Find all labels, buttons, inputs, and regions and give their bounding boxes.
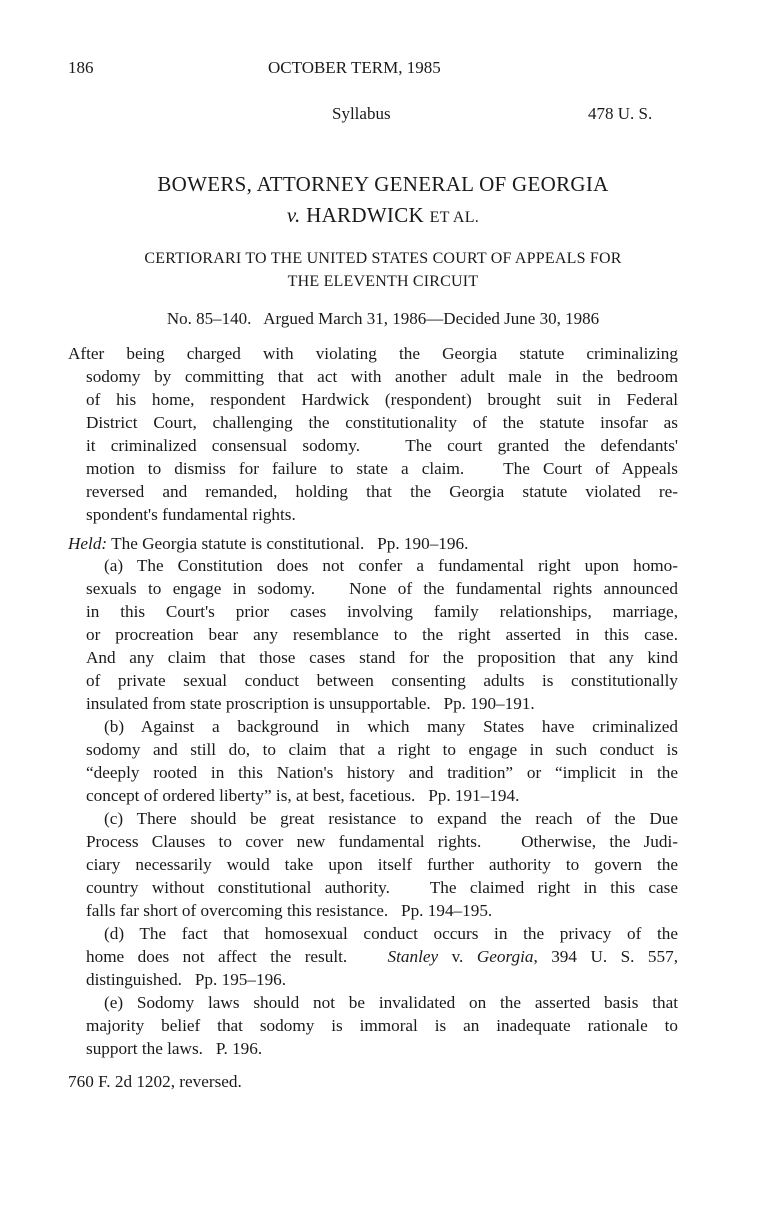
case-title-line1: BOWERS, ATTORNEY GENERAL OF GEORGIA [157,172,609,196]
holding-line: majority belief that sodomy is immoral is an inadequate rationale to [86,1016,678,1035]
holding-line: (d) The fact that homosexual conduct occurs in the privacy of the [104,924,678,943]
holding-line: ciary necessarily would take upon itself further authority to govern the [86,855,678,874]
et-al: ET AL. [429,209,480,226]
case-versus: v. [438,947,477,966]
holding-line: of private sexual conduct between consenting adults is constitutionally [86,671,678,690]
holding-line: sexuals to engage in sodomy. None of the fundamental rights announced [86,579,678,598]
running-head-volume: 478 U. S. [588,104,653,123]
holding-line: in this Court's prior cases involving family relationships, marriage, [86,602,678,621]
holding-line: or procreation bear any resemblance to the right asserted in this case. [86,625,678,644]
case-citation: , 394 U. S. 557, [533,947,678,966]
holding-line: (a) The Constitution does not confer a fundamental right upon homo- [104,556,678,575]
holding-line: support the laws. P. 196. [86,1039,263,1058]
holding-line: (b) Against a background in which many States have criminalized [104,717,678,736]
disposition: 760 F. 2d 1202, reversed. [68,1072,242,1091]
holding-line: sodomy and still do, to claim that a right to engage in such conduct is [86,740,678,759]
held-line [68,534,468,554]
held-text: The Georgia statute is constitutional. Pp. 190–196. [107,534,469,553]
holding-line: insulated from state proscription is unsupportable. Pp. 190–191. [86,694,535,713]
holding-line: (e) Sodomy laws should not be invalidated on the asserted basis that [104,993,678,1012]
holding-line: distinguished. Pp. 195–196. [86,970,287,989]
holding-line: Process Clauses to cover new fundamental rights. Otherwise, the Judi- [86,832,678,851]
certiorari-line2: THE ELEVENTH CIRCUIT [287,273,479,290]
holding-line: country without constitutional authority. The claimed right in this case [86,878,678,897]
holding-line [86,948,678,965]
holding-line: (c) There should be great resistance to expand the reach of the Due [104,809,678,828]
summary-line: After being charged with violating the Georgia statute criminalizing [68,344,678,363]
summary-line: sodomy by committing that act with another adult male in the bedroom [86,367,678,386]
case-title-line2 [0,203,766,228]
holding-line: concept of ordered liberty” is, at best, facetious. Pp. 191–194. [86,786,520,805]
summary-line: of his home, respondent Hardwick (respondent) brought suit in Federal [86,390,678,409]
page-number: 186 [68,58,94,77]
holding-line: “deeply rooted in this Nation's history and tradition” or “implicit in the [86,763,678,782]
running-head-term: OCTOBER TERM, 1985 [268,58,441,77]
case-name-georgia: Georgia [476,947,534,966]
summary-line: spondent's fundamental rights. [86,505,296,524]
versus: v. [286,203,301,227]
summary-line: it criminalized consensual sodomy. The court granted the defendants' [86,436,678,455]
case-name-stanley: Stanley [387,947,439,966]
running-head-section: Syllabus [332,104,391,123]
summary-line: District Court, challenging the constitutionality of the statute insofar as [86,413,678,432]
certiorari-line1: CERTIORARI TO THE UNITED STATES COURT OF APPEALS FOR [144,250,622,267]
holding-text: home does not affect the result. [86,947,388,966]
holding-line: falls far short of overcoming this resistance. Pp. 194–195. [86,901,493,920]
docket-line: No. 85–140. Argued March 31, 1986—Decided June 30, 1986 [166,309,600,328]
summary-line: reversed and remanded, holding that the Georgia statute violated re- [86,482,678,501]
respondent-name: HARDWICK [306,203,424,227]
held-label: Held: [68,534,108,553]
holding-line: And any claim that those cases stand for the proposition that any kind [86,648,678,667]
summary-line: motion to dismiss for failure to state a claim. The Court of Appeals [86,459,678,478]
